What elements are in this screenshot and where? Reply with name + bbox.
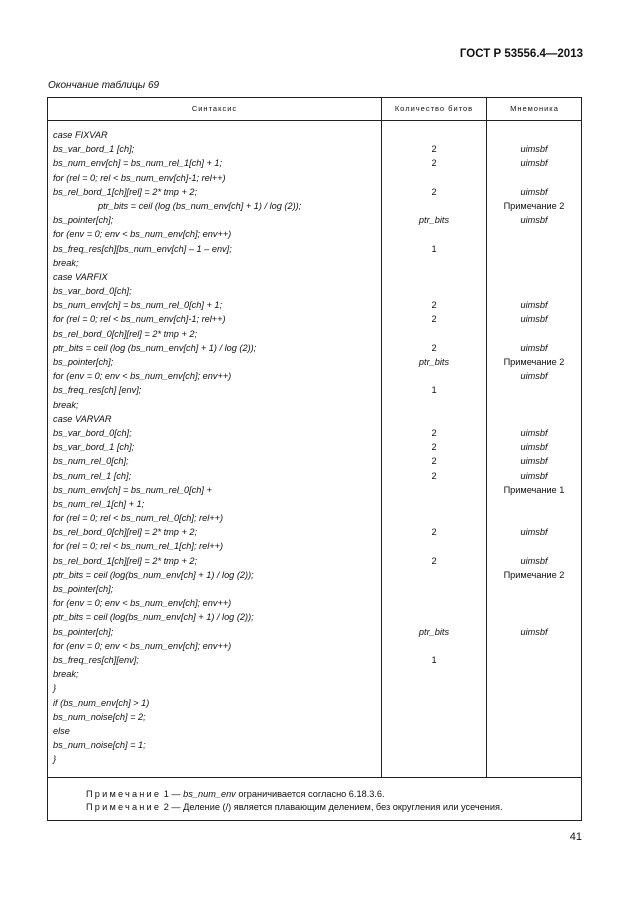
table-row (48, 710, 581, 724)
table-row (48, 213, 581, 227)
bits-cell: 2 (431, 555, 437, 566)
bits-cell: 1 (431, 243, 437, 254)
table-row (48, 242, 581, 256)
table-row (48, 298, 581, 312)
mnemonic-cell: Примечание 2 (503, 569, 565, 580)
syntax-cell: bs_num_env[ch] = bs_num_rel_1[ch] + 1; (53, 158, 223, 169)
column-header-mnemonic: Мнемоника (510, 104, 559, 113)
column-header-syntax: Синтаксис (191, 104, 238, 113)
note-text: Деление (/) является плавающим делением, без округления или усечения. (183, 802, 503, 812)
syntax-cell: bs_var_bord_0[ch]; (53, 286, 132, 297)
syntax-cell: ptr_bits = ceil (log(bs_num_env[ch] + 1) / log (2)); (53, 569, 254, 580)
mnemonic-cell: uimsbf (520, 427, 548, 438)
mnemonic-cell: uimsbf (520, 186, 548, 197)
table-row (48, 568, 581, 582)
table-row (48, 582, 581, 596)
syntax-cell: ptr_bits = ceil (log (bs_num_env[ch] + 1) / log (2)); (98, 200, 302, 211)
table-notes (86, 788, 503, 814)
document-header: ГОСТ Р 53556.4—2013 (459, 48, 583, 60)
table-caption: Окончание таблицы 69 (48, 80, 160, 91)
note-label: Примечание (86, 802, 162, 812)
bits-cell: 2 (431, 456, 437, 467)
table-row (48, 369, 581, 383)
bits-cell: 2 (431, 158, 437, 169)
syntax-cell: break; (53, 399, 79, 410)
table-row (48, 511, 581, 525)
syntax-cell: for (env = 0; env < bs_num_env[ch]; env++) (53, 640, 232, 651)
table-row (48, 681, 581, 695)
table-row (48, 483, 581, 497)
syntax-cell: bs_num_env[ch] = bs_num_rel_0[ch] + 1; (53, 300, 223, 311)
table-row (48, 724, 581, 738)
table-row (48, 625, 581, 639)
table-row (48, 128, 581, 142)
bits-cell: 2 (431, 314, 437, 325)
note-2 (86, 801, 503, 814)
table-row (48, 610, 581, 624)
table-row (48, 639, 581, 653)
mnemonic-cell: uimsbf (520, 342, 548, 353)
mnemonic-cell: uimsbf (520, 371, 548, 382)
table-row (48, 454, 581, 468)
syntax-cell: bs_freq_res[ch][bs_num_env[ch] – 1 – env]; (53, 243, 232, 254)
mnemonic-cell: uimsbf (520, 527, 548, 538)
table-row (48, 270, 581, 284)
mnemonic-cell: uimsbf (520, 314, 548, 325)
bits-cell: ptr_bits (418, 357, 450, 367)
mnemonic-cell: uimsbf (520, 300, 548, 311)
bits-cell: 2 (431, 427, 437, 438)
table-row (48, 696, 581, 710)
notes-divider (48, 777, 581, 778)
table-row (48, 398, 581, 412)
mnemonic-cell: uimsbf (520, 456, 548, 467)
table-header (48, 98, 581, 121)
syntax-cell: for (rel = 0; rel < bs_num_env[ch]-1; rel++) (53, 172, 226, 183)
syntax-cell: bs_pointer[ch]; (53, 357, 114, 367)
table-row (48, 554, 581, 568)
table-row (48, 355, 581, 369)
syntax-cell: bs_freq_res[ch][env]; (53, 654, 139, 665)
syntax-cell: bs_freq_res[ch] [env]; (53, 385, 142, 396)
syntax-cell: case FIXVAR (53, 130, 108, 140)
bits-cell: 2 (431, 470, 437, 481)
bits-cell: ptr_bits (418, 215, 450, 226)
syntax-cell: for (rel = 0; rel < bs_num_env[ch]-1; rel++) (53, 314, 226, 325)
syntax-cell: bs_num_noise[ch] = 1; (53, 740, 146, 751)
syntax-cell: bs_rel_bord_1[ch][rel] = 2* tmp + 2; (53, 186, 198, 197)
mnemonic-cell: uimsbf (520, 215, 548, 226)
note-term: bs_num_env (183, 789, 236, 799)
note-number: 1 — (163, 789, 181, 799)
syntax-cell: break; (53, 669, 79, 680)
syntax-cell: bs_pointer[ch]; (53, 215, 114, 226)
table-row (48, 185, 581, 199)
syntax-cell: else (53, 725, 70, 736)
table-row (48, 156, 581, 170)
syntax-cell: for (rel = 0; rel < bs_num_rel_0[ch]; rel++) (53, 513, 224, 524)
table-row (48, 171, 581, 185)
syntax-cell: bs_num_rel_1[ch] + 1; (53, 498, 145, 509)
note-label: Примечание (86, 789, 162, 799)
mnemonic-cell: uimsbf (520, 470, 548, 481)
bits-cell: 2 (431, 442, 437, 453)
table-row (48, 341, 581, 355)
syntax-cell: bs_var_bord_1 [ch]; (53, 442, 135, 453)
syntax-cell: bs_rel_bord_0[ch][rel] = 2* tmp + 2; (53, 527, 198, 538)
mnemonic-cell: uimsbf (520, 158, 548, 169)
table-row (48, 227, 581, 241)
syntax-cell: bs_pointer[ch]; (53, 626, 114, 637)
table-row (48, 284, 581, 298)
note-1 (86, 788, 503, 801)
syntax-cell: bs_num_rel_0[ch]; (53, 456, 129, 467)
table-row (48, 667, 581, 681)
syntax-cell: break; (53, 257, 79, 268)
mnemonic-cell: Примечание 1 (503, 484, 565, 495)
bits-cell: 2 (431, 186, 437, 197)
syntax-cell: } (53, 683, 57, 694)
mnemonic-cell: uimsbf (520, 442, 548, 453)
mnemonic-cell: Примечание 2 (503, 200, 565, 211)
table-row (48, 440, 581, 454)
bits-cell: 2 (431, 300, 437, 311)
page-number: 41 (569, 831, 582, 843)
table-row (48, 539, 581, 553)
table-body (48, 128, 581, 766)
table-row (48, 199, 581, 213)
syntax-cell: bs_num_env[ch] = bs_num_rel_0[ch] + (53, 484, 212, 495)
table-row (48, 327, 581, 341)
syntax-cell: if (bs_num_env[ch] > 1) (53, 697, 150, 708)
syntax-cell: case VARVAR (53, 413, 112, 424)
mnemonic-cell: Примечание 2 (503, 357, 565, 367)
mnemonic-cell: uimsbf (520, 555, 548, 566)
column-header-bits: Количество битов (394, 104, 474, 113)
table-row (48, 525, 581, 539)
bits-cell: ptr_bits (418, 626, 450, 637)
syntax-cell: bs_num_rel_1 [ch]; (53, 470, 132, 481)
syntax-cell: ptr_bits = ceil (log (bs_num_env[ch] + 1) / log (2)); (53, 342, 257, 353)
table-row (48, 752, 581, 766)
bits-cell: 2 (431, 527, 437, 538)
table-row (48, 426, 581, 440)
mnemonic-cell: uimsbf (520, 626, 548, 637)
bits-cell: 2 (431, 342, 437, 353)
table-row (48, 497, 581, 511)
syntax-cell: bs_rel_bord_0[ch][rel] = 2* tmp + 2; (53, 328, 198, 339)
table-row (48, 383, 581, 397)
syntax-cell: bs_rel_bord_1[ch][rel] = 2* tmp + 2; (53, 555, 198, 566)
bits-cell: 1 (431, 385, 437, 396)
syntax-cell: bs_num_noise[ch] = 2; (53, 711, 146, 722)
table-row (48, 256, 581, 270)
syntax-cell: ptr_bits = ceil (log(bs_num_env[ch] + 1) / log (2)); (53, 612, 254, 623)
syntax-cell: for (env = 0; env < bs_num_env[ch]; env++) (53, 371, 232, 382)
mnemonic-cell: uimsbf (520, 144, 548, 155)
syntax-cell: bs_var_bord_1 [ch]; (53, 144, 135, 155)
syntax-cell: for (rel = 0; rel < bs_num_rel_1[ch]; rel++) (53, 541, 224, 552)
table-row (48, 738, 581, 752)
syntax-cell: } (53, 754, 57, 765)
table-row (48, 653, 581, 667)
table-row (48, 469, 581, 483)
note-text: ограничивается согласно 6.18.3.6. (235, 789, 385, 799)
syntax-cell: for (env = 0; env < bs_num_env[ch]; env++) (53, 229, 232, 240)
table-row (48, 596, 581, 610)
syntax-cell: case VARFIX (53, 271, 108, 282)
bits-cell: 1 (431, 654, 437, 665)
syntax-table (47, 97, 582, 821)
syntax-cell: bs_pointer[ch]; (53, 584, 114, 594)
syntax-cell: for (env = 0; env < bs_num_env[ch]; env++) (53, 598, 232, 609)
bits-cell: 2 (431, 144, 437, 155)
table-row (48, 412, 581, 426)
note-number: 2 — (163, 802, 181, 812)
table-row (48, 142, 581, 156)
syntax-cell: bs_var_bord_0[ch]; (53, 427, 132, 438)
table-row (48, 312, 581, 326)
